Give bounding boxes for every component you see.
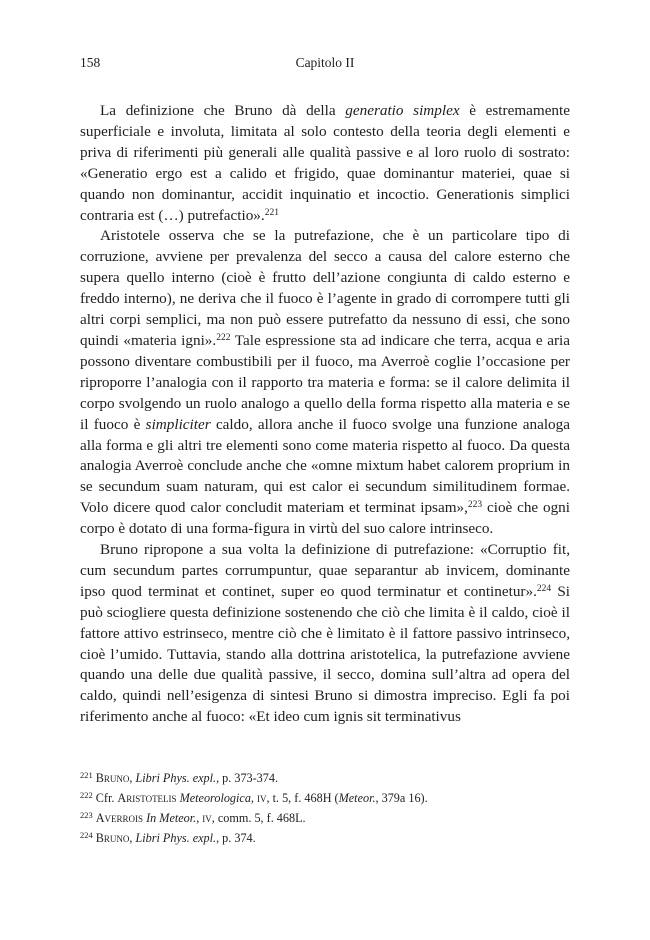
italic-text: Meteor. [338, 791, 376, 805]
footnote-ref: 221 [264, 207, 279, 218]
footnote-number: 224 [80, 830, 93, 840]
italic-text: Meteorologica [179, 791, 251, 805]
text-run: , t. 5, f. 468H ( [266, 791, 339, 805]
small-caps-text: Aristotelis [117, 791, 177, 805]
footnote-ref: 224 [536, 583, 552, 594]
paragraph [80, 540, 570, 728]
text-run: è estremamente superficiale e involuta, limitata al solo contesto della teoria degli elementi e priva di riferimenti più generali alle qualità passive e al loro ruolo di sostrato: «Generatio ergo est a calido et frigido, quae dominantur materiei, quae si quando non dominantur, accidit inquinatio et incoctio. Generationis simplici contraria est (…) putrefactio». [80, 102, 570, 224]
text-run: , p. 374. [216, 831, 256, 845]
text-run: caldo, allora anche il fuoco svolge una funzione analoga alla forma e gli altri tre elementi sono come materia rispetto al fuoco. Da questa analogia Averroè conclude anche che «omne mixtum habet calorem proprium in se secundum suam naturam, qui est calor ei secundum similitudinem formae. Volo dicere quod calor concludit materiam et terminat ipsam», [80, 415, 570, 517]
footnote-ref: 223 [467, 500, 483, 511]
small-caps-text: Bruno [95, 831, 130, 845]
small-caps-text: iv [202, 811, 212, 825]
text-run: , [196, 811, 203, 825]
text-run: , p. 373-374. [216, 771, 279, 785]
text-run: , 379a 16). [375, 791, 428, 805]
italic-text: simpliciter [145, 415, 211, 433]
running-head: Capitolo II [295, 55, 355, 70]
small-caps-text: iv [257, 791, 267, 805]
text-run: , [129, 771, 136, 785]
text-run: , comm. 5, f. 468L. [211, 811, 306, 825]
italic-text: In Meteor. [146, 811, 197, 825]
text-run: La definizione che Bruno dà della [100, 102, 346, 119]
footnote [80, 828, 570, 848]
footnote-number: 223 [80, 810, 93, 820]
paragraph [80, 101, 570, 226]
text-run: Si può sciogliere questa definizione sostenendo che ciò che limita è il caldo, cioè il fattore attivo estrinseco, mentre ciò che è limitato è il fattore passivo intrinseco, cioè l’umido. Tuttavia, stando alla dottrina aristotelica, la putrefazione avviene quando una delle due qualità passive, il secco, domina sull’altra ad opera del caldo, quindi nell’esigenza di sintesi Bruno si dimostra impreciso. Egli fa poi riferimento anche al fuoco: «Et ideo cum ignis sit terminativus [80, 582, 571, 726]
italic-text: generatio simplex [345, 102, 460, 119]
page-number: 158 [80, 55, 101, 70]
italic-text: Libri Phys. expl. [135, 831, 217, 845]
italic-text: Libri Phys. expl. [135, 771, 217, 785]
small-caps-text: Averrois [95, 811, 144, 825]
text-run: , [129, 831, 136, 845]
footnotes [80, 768, 570, 848]
text-run: Aristotele osserva che se la putrefazione, che è un particolare tipo di corruzione, avviene per prevalenza del secco a causa del calore esterno che supera quello interno (cioè è frutto dell’azione congiunta di caldo esterno e freddo interno), ne deriva che il fuoco è l’agente in grado di corrompere tutti gli altri corpi semplici, ma non può essere putrefatto da nessuno di essi, che sono quindi «materia igni». [80, 227, 570, 349]
footnote-ref: 222 [216, 332, 231, 343]
footnote [80, 808, 570, 828]
footnote-number: 222 [80, 790, 93, 800]
text-run: Tale espressione sta ad indicare che terra, acqua e aria possono diventare combustibili per il fuoco, ma Averroè coglie l’occasione per riproporre l’analogia con il rapporto tra materia e forma: se il calore delimita il corpo svolgendo un ruolo analogo a quello della forma rispetto alla materia e se il fuoco è [80, 331, 570, 433]
footnote [80, 768, 570, 788]
text-run: Cfr. [95, 791, 118, 805]
text-run: , [250, 791, 258, 805]
paragraph [80, 226, 570, 540]
small-caps-text: Bruno [95, 771, 130, 785]
text-run: Bruno ripropone a sua volta la definizione di putrefazione: «Corruptio fit, cum secundum partes corrumpuntur, quae separantur ab invicem, dominante ipso quod terminat et continet, super eo quod terminatur et continetur». [80, 541, 570, 600]
text-run: cioè che ogni corpo è dotato di una forma-figura in virtù del suo calore intrinseco. [80, 499, 570, 538]
footnote-number: 221 [80, 770, 93, 780]
main-text [80, 101, 570, 728]
footnote [80, 788, 570, 808]
